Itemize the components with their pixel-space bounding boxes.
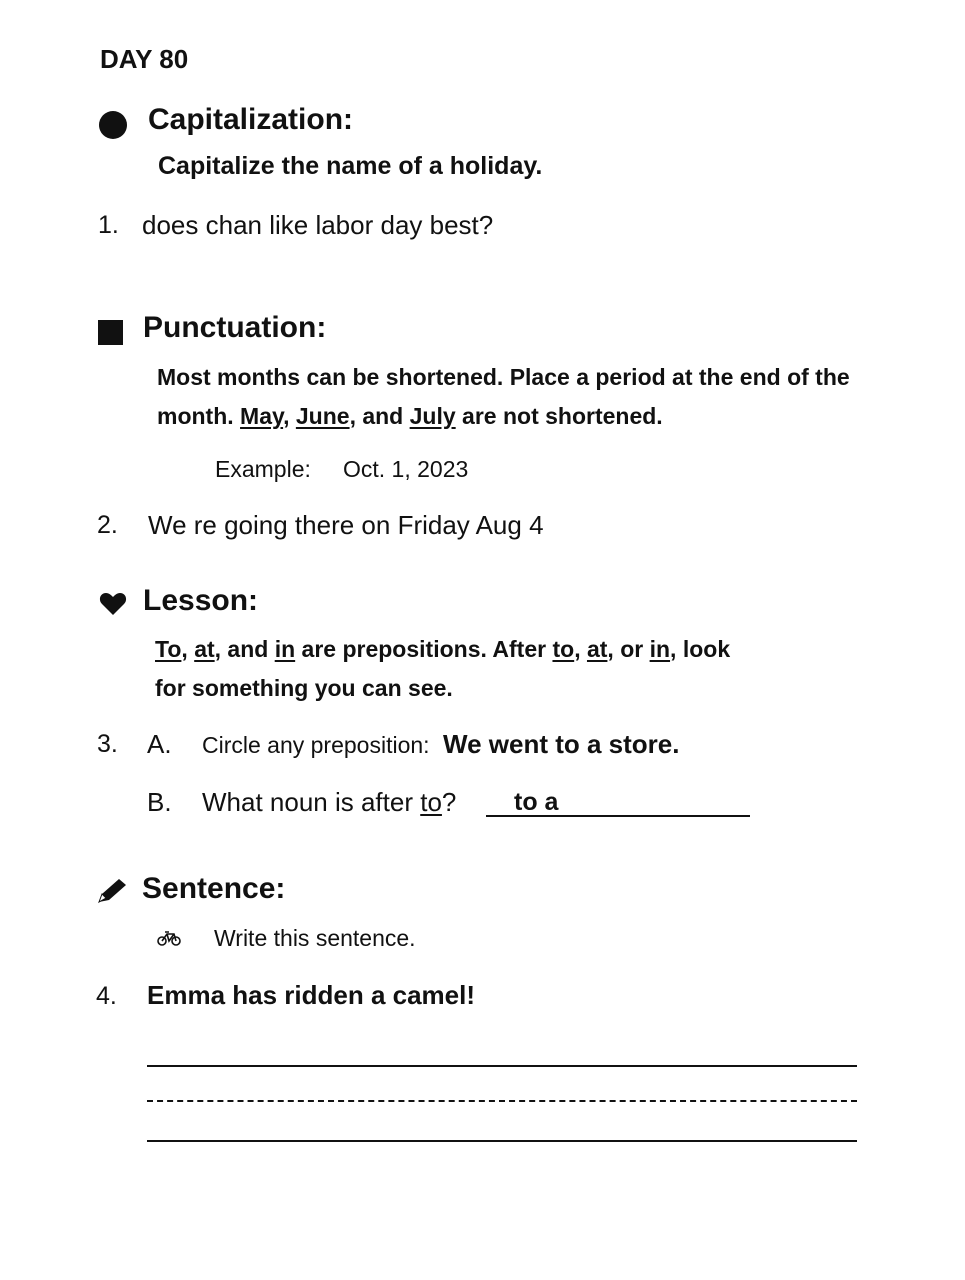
text-comma-2: , [574, 636, 587, 662]
word-at-2: at [586, 636, 608, 662]
item-3b-answer[interactable]: to a [514, 788, 559, 816]
punctuation-instruction-line1: Most months can be shortened. Place a period at the end of the [157, 364, 850, 390]
month-may: May [240, 403, 284, 429]
writing-line-top[interactable] [147, 1065, 857, 1067]
pencil-icon [97, 876, 129, 904]
word-to: To [155, 636, 182, 662]
item-2-number: 2. [97, 511, 118, 539]
sentence-instruction: Write this sentence. [214, 925, 416, 951]
month-july: July [409, 403, 456, 429]
word-to-2: to [552, 636, 575, 662]
text-look: , look [670, 636, 731, 662]
writing-line-middle[interactable] [147, 1100, 857, 1102]
item-1-text: does chan like labor day best? [142, 210, 494, 240]
bullet-circle-icon [99, 111, 127, 139]
lesson-heading: Lesson: [143, 584, 259, 617]
item-3b-prompt [202, 787, 456, 818]
heart-icon [99, 592, 127, 616]
text-comma: , [283, 403, 296, 429]
prompt-to: to [420, 787, 442, 817]
item-3a-sentence[interactable]: We went to a store. [443, 729, 680, 759]
text-and: , and [214, 636, 275, 662]
text-are-prepositions: are prepositions. After [295, 636, 553, 662]
writing-line-bottom[interactable] [147, 1140, 857, 1142]
example-label: Example: [215, 456, 311, 482]
item-3a-label: A. [147, 729, 172, 759]
item-3b-label: B. [147, 787, 172, 817]
text-or: , or [607, 636, 650, 662]
bullet-square-icon [98, 320, 123, 345]
item-4-number: 4. [96, 982, 117, 1010]
word-in: in [274, 636, 296, 662]
month-june: June [295, 403, 350, 429]
item-1-number: 1. [98, 211, 119, 239]
text-comma-1: , [181, 636, 195, 662]
sentence-heading: Sentence: [142, 872, 286, 905]
word-at: at [194, 636, 215, 662]
lesson-line2: for something you can see. [155, 675, 453, 701]
lesson-line1 [155, 636, 730, 663]
punctuation-heading: Punctuation: [143, 311, 327, 344]
item-3-number: 3. [97, 730, 118, 758]
text-and: , and [349, 403, 410, 429]
word-in-2: in [649, 636, 671, 662]
capitalization-instruction: Capitalize the name of a holiday. [158, 152, 543, 180]
item-2-text: We re going there on Friday Aug 4 [148, 510, 544, 540]
item-3a-prompt: Circle any preposition: [202, 732, 430, 758]
text-not-shortened: are not shortened. [455, 403, 663, 429]
bicycle-icon [157, 929, 181, 947]
answer-line[interactable] [486, 815, 750, 817]
text-month: month. [157, 403, 241, 429]
item-4-text: Emma has ridden a camel! [147, 980, 476, 1010]
day-title: DAY 80 [100, 44, 189, 74]
prompt-text: What noun is after [202, 787, 421, 817]
punctuation-instruction-line2 [157, 403, 663, 430]
capitalization-heading: Capitalization: [148, 103, 354, 136]
example-value: Oct. 1, 2023 [343, 456, 469, 482]
prompt-question-mark: ? [441, 787, 457, 817]
